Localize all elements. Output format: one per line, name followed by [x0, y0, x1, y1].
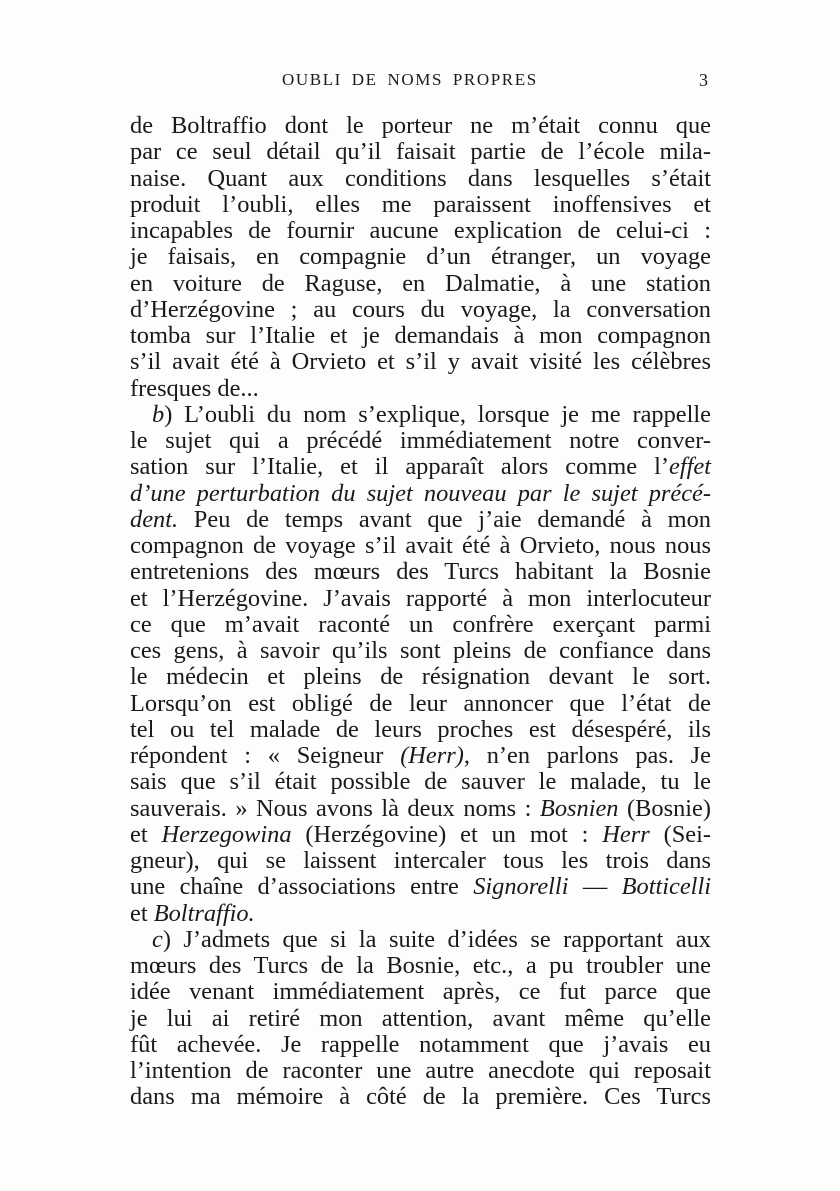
text-line	[130, 796, 711, 822]
text-line	[130, 586, 711, 612]
text-run: Lorsqu’on est obligé de leur annoncer que l’état de	[130, 689, 711, 717]
text-run: idée venant immédiatement après, ce fut parce que	[130, 978, 711, 1006]
text-run: Peu de temps avant que j’aie demandé à mon	[178, 505, 711, 533]
italic-run: c	[152, 925, 163, 953]
text-run: le médecin et pleins de résignation devant le sort.	[130, 663, 711, 691]
text-line	[130, 769, 711, 795]
text-run: (Sei-	[649, 820, 711, 848]
italic-run: dent.	[130, 505, 179, 533]
text-run: dans ma mémoire à côté de la première. Ces Turcs	[130, 1083, 711, 1111]
text-run: je faisais, en compagnie d’un étranger, un voyage	[130, 243, 711, 271]
text-line	[130, 874, 711, 900]
text-line	[130, 428, 711, 454]
text-run: sauverais. » Nous avons là deux noms :	[130, 794, 540, 822]
text-line	[130, 559, 711, 585]
text-run: tel ou tel malade de leurs proches est désespéré, ils	[130, 715, 711, 743]
text-run: —	[568, 873, 622, 901]
text-run: compagnon de voyage s’il avait été à Orvieto, nous nous	[130, 532, 711, 559]
text-line	[130, 664, 711, 690]
text-run: et l’Herzégovine. J’avais rapporté à mon interlocuteur	[130, 584, 711, 612]
text-line	[130, 113, 711, 139]
italic-run: d’une perturbation du sujet nouveau par le sujet précé-	[130, 479, 711, 507]
text-line	[130, 1058, 711, 1084]
text-run: de Boltraffio dont le porteur ne m’était connu que	[130, 112, 711, 139]
text-line	[130, 349, 711, 375]
text-run: je lui ai retiré mon attention, avant même qu’elle	[130, 1004, 711, 1032]
text-line	[130, 533, 711, 559]
text-run: produit l’oubli, elles me paraissent inoffensives et	[130, 190, 711, 218]
text-run: et	[130, 899, 154, 927]
text-run: l’intention de raconter une autre anecdote qui reposait	[130, 1057, 711, 1084]
text-line	[130, 743, 711, 769]
text-line	[130, 638, 711, 664]
italic-run: effet	[669, 453, 711, 481]
italic-run: Signorelli	[473, 873, 569, 901]
text-run: sais que s’il était possible de sauver le malade, tu le	[130, 768, 711, 796]
text-run: en voiture de Raguse, en Dalmatie, à une station	[130, 269, 711, 297]
text-run: le sujet qui a précédé immédiatement notre conver-	[130, 427, 711, 454]
text-run: (Herzégovine) et un mot :	[291, 820, 603, 848]
running-title: OUBLI DE NOMS PROPRES	[282, 70, 538, 89]
text-run: , n’en parlons pas. Je	[463, 742, 712, 769]
text-run: et	[130, 820, 162, 848]
text-run: (Bosnie)	[618, 794, 711, 822]
text-run: fresques de...	[130, 374, 259, 402]
body-text	[130, 113, 711, 1111]
running-head	[130, 70, 710, 98]
text-line	[130, 1032, 711, 1058]
text-line	[130, 717, 711, 743]
text-run: ce que m’avait raconté un confrère exerçant parmi	[130, 610, 711, 638]
text-line	[130, 454, 711, 480]
text-line	[130, 1084, 711, 1110]
italic-run: Botticelli	[621, 873, 711, 901]
text-line	[130, 218, 711, 244]
text-run: entretenions des mœurs des Turcs habitant la Bosnie	[130, 558, 711, 586]
text-run: une chaîne d’associations entre	[130, 873, 474, 901]
text-line	[130, 979, 711, 1005]
text-line	[130, 927, 711, 953]
italic-run: (Herr)	[400, 742, 464, 769]
text-run: répondent : « Seigneur	[130, 742, 401, 769]
text-line	[130, 1006, 711, 1032]
text-line	[130, 271, 711, 297]
text-run: ) J’admets que si la suite d’idées se rapportant aux	[162, 925, 711, 953]
text-run: incapables de fournir aucune explication de celui-ci :	[130, 217, 711, 244]
italic-run: Herzegowina	[161, 820, 292, 848]
text-line	[130, 507, 711, 533]
text-line	[130, 901, 711, 927]
text-line	[130, 402, 711, 428]
text-line	[130, 297, 711, 323]
text-run: d’Herzégovine ; au cours du voyage, la conversation	[130, 295, 711, 323]
italic-run: b	[152, 400, 165, 428]
text-line	[130, 612, 711, 638]
italic-run: Boltraffio.	[153, 899, 255, 927]
text-run: s’il avait été à Orvieto et s’il y avait visité les célèbres	[130, 348, 711, 376]
text-run: ) L’oubli du nom s’explique, lorsque je me rappelle	[164, 400, 711, 428]
text-run: naise. Quant aux conditions dans lesquelles s’était	[130, 164, 711, 192]
page-number: 3	[699, 70, 708, 90]
text-line	[130, 691, 711, 717]
text-line	[130, 822, 711, 848]
text-line	[130, 481, 711, 507]
text-line	[130, 166, 711, 192]
text-line	[130, 192, 711, 218]
text-line	[130, 953, 711, 979]
text-line	[130, 323, 711, 349]
text-line	[130, 376, 711, 402]
text-line	[130, 848, 711, 874]
text-line	[130, 139, 711, 165]
italic-run: Herr	[602, 820, 650, 848]
text-run: sation sur l’Italie, et il apparaît alors comme l’	[130, 453, 670, 481]
text-run: tomba sur l’Italie et je demandais à mon compagnon	[130, 322, 711, 349]
text-line	[130, 244, 711, 270]
text-run: ces gens, à savoir qu’ils sont pleins de confiance dans	[130, 637, 711, 664]
text-run: par ce seul détail qu’il faisait partie de l’école mila-	[130, 138, 711, 166]
text-run: mœurs des Turcs de la Bosnie, etc., a pu troubler une	[130, 952, 711, 979]
text-run: gneur), qui se laissent intercaler tous les trois dans	[130, 847, 711, 874]
italic-run: Bosnien	[539, 794, 619, 822]
text-run: fût achevée. Je rappelle notamment que j’avais eu	[130, 1030, 711, 1058]
